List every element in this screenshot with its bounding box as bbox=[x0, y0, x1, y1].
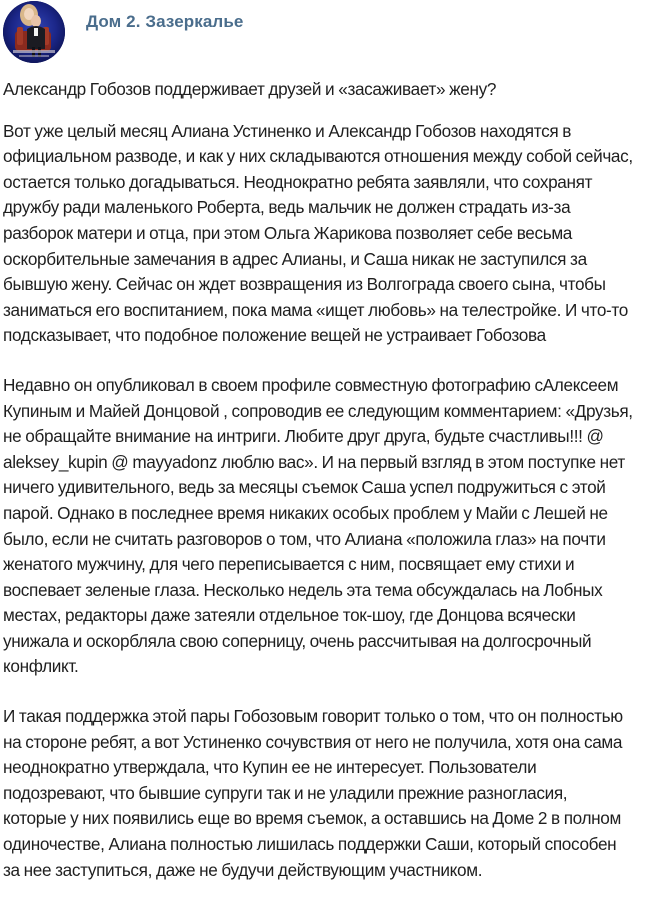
text-line: подсказывает, что подобное положение вещей не устраивает Гобозова bbox=[3, 325, 546, 346]
text-line: ничего удивительного, ведь за месяцы съемок Саша успел подружиться с этой bbox=[3, 477, 606, 498]
text-line: которые у них появились еще во время съемок, а оставшись на Доме 2 в полном bbox=[3, 808, 621, 829]
text-line: И такая поддержка этой пары Гобозовым говорит только о том, что он полностью bbox=[3, 706, 623, 727]
text-line: парой. Однако в последнее время никаких особых проблем у Майи с Лешей не bbox=[3, 502, 608, 523]
group-avatar[interactable] bbox=[3, 1, 65, 63]
text-line: Вот уже целый месяц Алиана Устиненко и Александр Гобозов находятся в bbox=[3, 120, 571, 141]
text-line: воспевает зеленые глаза. Несколько недель эта тема обсуждалась на Лобных bbox=[3, 579, 603, 600]
text-line: на стороне ребят, а вот Устиненко сочувствия от него не получила, хотя она сама bbox=[3, 731, 623, 752]
text-line: было, если не считать разговоров о том, что Алиана «положила глаз» на почти bbox=[3, 528, 606, 549]
text-line: не обращайте внимание на интриги. Любите друг друга, будьте счастливы!!! @ bbox=[3, 426, 604, 447]
post-paragraph-3 bbox=[3, 704, 667, 883]
post-headline: Александр Гобозов поддерживает друзей и «засаживает» жену? bbox=[3, 79, 497, 99]
text-line: aleksey_kupin @ mayyadonz люблю вас». И на первый взгляд в этом поступке нет bbox=[3, 451, 625, 472]
text-line: неоднократно утверждала, что Купин ее не интересует. Пользователи bbox=[3, 757, 537, 778]
text-line: заниматься его воспитанием, пока мама «ищет любовь» на телестройке. И что-то bbox=[3, 299, 628, 320]
post-body bbox=[3, 77, 667, 907]
text-line: одиночестве, Алиана полностью лишилась поддержки Саши, который способен bbox=[3, 834, 617, 855]
text-line: унижала и оскорбляла свою соперницу, очень рассчитывая на долгосрочный bbox=[3, 630, 592, 651]
text-line: дружбу ради маленького Роберта, ведь мальчик не должен страдать из-за bbox=[3, 197, 571, 218]
post-paragraph-1 bbox=[3, 119, 667, 349]
text-line: разборок матери и отца, при этом Ольга Жарикова позволяет себе весьма bbox=[3, 222, 573, 243]
text-line: Купиным и Майей Донцовой , сопроводив ее следующим комментарием: «Друзья, bbox=[3, 400, 633, 421]
text-line: подозревают, что бывшие супруги так и не уладили прежние разногласия, bbox=[3, 782, 568, 803]
text-line: местах, редакторы даже затеяли отдельное ток-шоу, где Донцова всячески bbox=[3, 605, 576, 626]
text-line: оскорбительные замечания в адрес Алианы, и Саша никак не заступился за bbox=[3, 248, 587, 269]
group-avatar-icon bbox=[3, 1, 65, 63]
text-line: остается только догадываться. Неоднократно ребята заявляли, что сохранят bbox=[3, 171, 593, 192]
text-line: бывшую жену. Сейчас он ждет возвращения из Волгограда своего сына, чтобы bbox=[3, 274, 606, 295]
text-line: конфликт. bbox=[3, 656, 79, 677]
text-line: официальном разводе, и как у них складываются отношения между собой сейчас, bbox=[3, 146, 633, 167]
text-line: женатого мужчину, для чего переписывается с ним, посвящает ему стихи и bbox=[3, 554, 575, 575]
text-line: за нее заступиться, даже не будучи действующим участником. bbox=[3, 859, 483, 880]
post-paragraph-2 bbox=[3, 373, 667, 680]
text-line: Недавно он опубликовал в своем профиле совместную фотографию сАлексеем bbox=[3, 374, 619, 395]
post-header bbox=[0, 0, 670, 70]
group-name-link[interactable]: Дом 2. Зазеркалье bbox=[86, 12, 244, 31]
